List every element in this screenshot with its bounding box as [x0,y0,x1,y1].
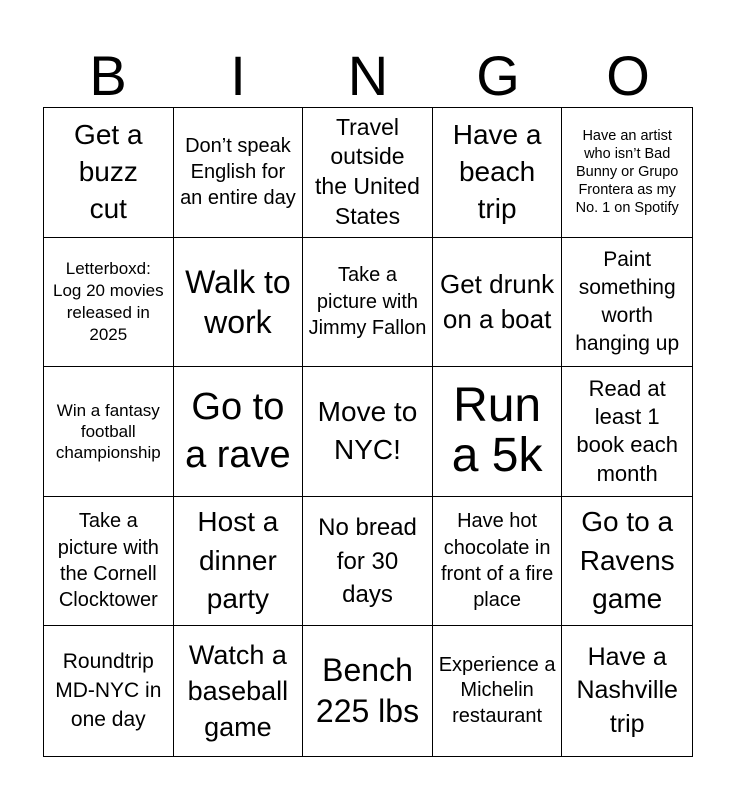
bingo-cell-text: Run a 5k [451,378,543,483]
bingo-cell-text: Host a dinner party [197,506,279,615]
header-letter-o: O [606,44,650,107]
bingo-cell-r4c2[interactable] [174,497,304,627]
bingo-cell-r5c4[interactable] [433,626,563,756]
bingo-cell-text: Travel outside the United States [315,113,420,230]
bingo-cell-r3c4[interactable] [433,367,563,497]
bingo-cell-r1c2[interactable] [174,108,304,238]
bingo-cell-text: Take a picture with Jimmy Fallon [308,264,427,340]
bingo-cell-r3c3[interactable] [303,367,433,497]
bingo-cell-text: Bench 225 lbs [315,651,420,730]
bingo-cell-r5c2[interactable] [174,626,304,756]
bingo-cell-text: Paint something worth hanging up [575,248,680,355]
bingo-header [43,44,693,108]
bingo-cell-text: Watch a baseball game [187,639,289,743]
bingo-cell-text: Have a beach trip [452,118,542,224]
bingo-cell-r3c2[interactable] [174,367,304,497]
bingo-cell-text: Letterboxd: Log 20 movies released in 2025 [53,258,164,344]
bingo-cell-text: Don’t speak English for an entire day [180,134,296,210]
bingo-cell-text: Move to NYC! [317,395,418,466]
bingo-cell-r3c1[interactable] [44,367,174,497]
bingo-cell-r2c3[interactable] [303,238,433,368]
bingo-cell-text: Take a picture with the Cornell Clocktower [57,510,159,612]
bingo-board [43,107,693,757]
header-letter-n: N [347,44,389,107]
bingo-cell-text: Get a buzz cut [74,118,143,224]
bingo-cell-r1c5[interactable] [562,108,692,238]
bingo-cell-r1c1[interactable] [44,108,174,238]
bingo-cell-text: Win a fantasy football championship [55,400,161,463]
header-letter-b: B [89,44,127,107]
bingo-cell-r1c4[interactable] [433,108,563,238]
bingo-cell-text: Have a Nashville trip [576,642,678,739]
bingo-cell-r4c4[interactable] [433,497,563,627]
bingo-cell-text: Have hot chocolate in front of a fire place [440,510,554,612]
bingo-cell-text: Go to a rave [185,385,291,477]
bingo-cell-r2c5[interactable] [562,238,692,368]
bingo-cell-text: Have an artist who isn’t Bad Bunny or Grupo Frontera as my No. 1 on Spotify [575,127,679,217]
bingo-cell-r2c1[interactable] [44,238,174,368]
bingo-cell-text: No bread for 30 days [318,514,417,608]
bingo-cell-text: Get drunk on a boat [440,269,555,334]
header-letter-i: I [230,44,246,107]
bingo-cell-r4c1[interactable] [44,497,174,627]
bingo-cell-r1c3[interactable] [303,108,433,238]
bingo-cell-text: Read at least 1 book each month [576,376,678,486]
bingo-cell-r2c2[interactable] [174,238,304,368]
bingo-cell-r4c3[interactable] [303,497,433,627]
bingo-cell-r2c4[interactable] [433,238,563,368]
header-letter-g: G [476,44,520,107]
bingo-cell-text: Go to a Ravens game [579,506,675,615]
bingo-cell-r3c5[interactable] [562,367,692,497]
bingo-cell-text: Roundtrip MD-NYC in one day [55,649,162,731]
bingo-cell-r4c5[interactable] [562,497,692,627]
bingo-cell-text: Walk to work [185,263,291,340]
bingo-cell-r5c1[interactable] [44,626,174,756]
bingo-cell-r5c5[interactable] [562,626,692,756]
bingo-cell-text: Experience a Michelin restaurant [438,653,556,727]
bingo-cell-r5c3[interactable] [303,626,433,756]
